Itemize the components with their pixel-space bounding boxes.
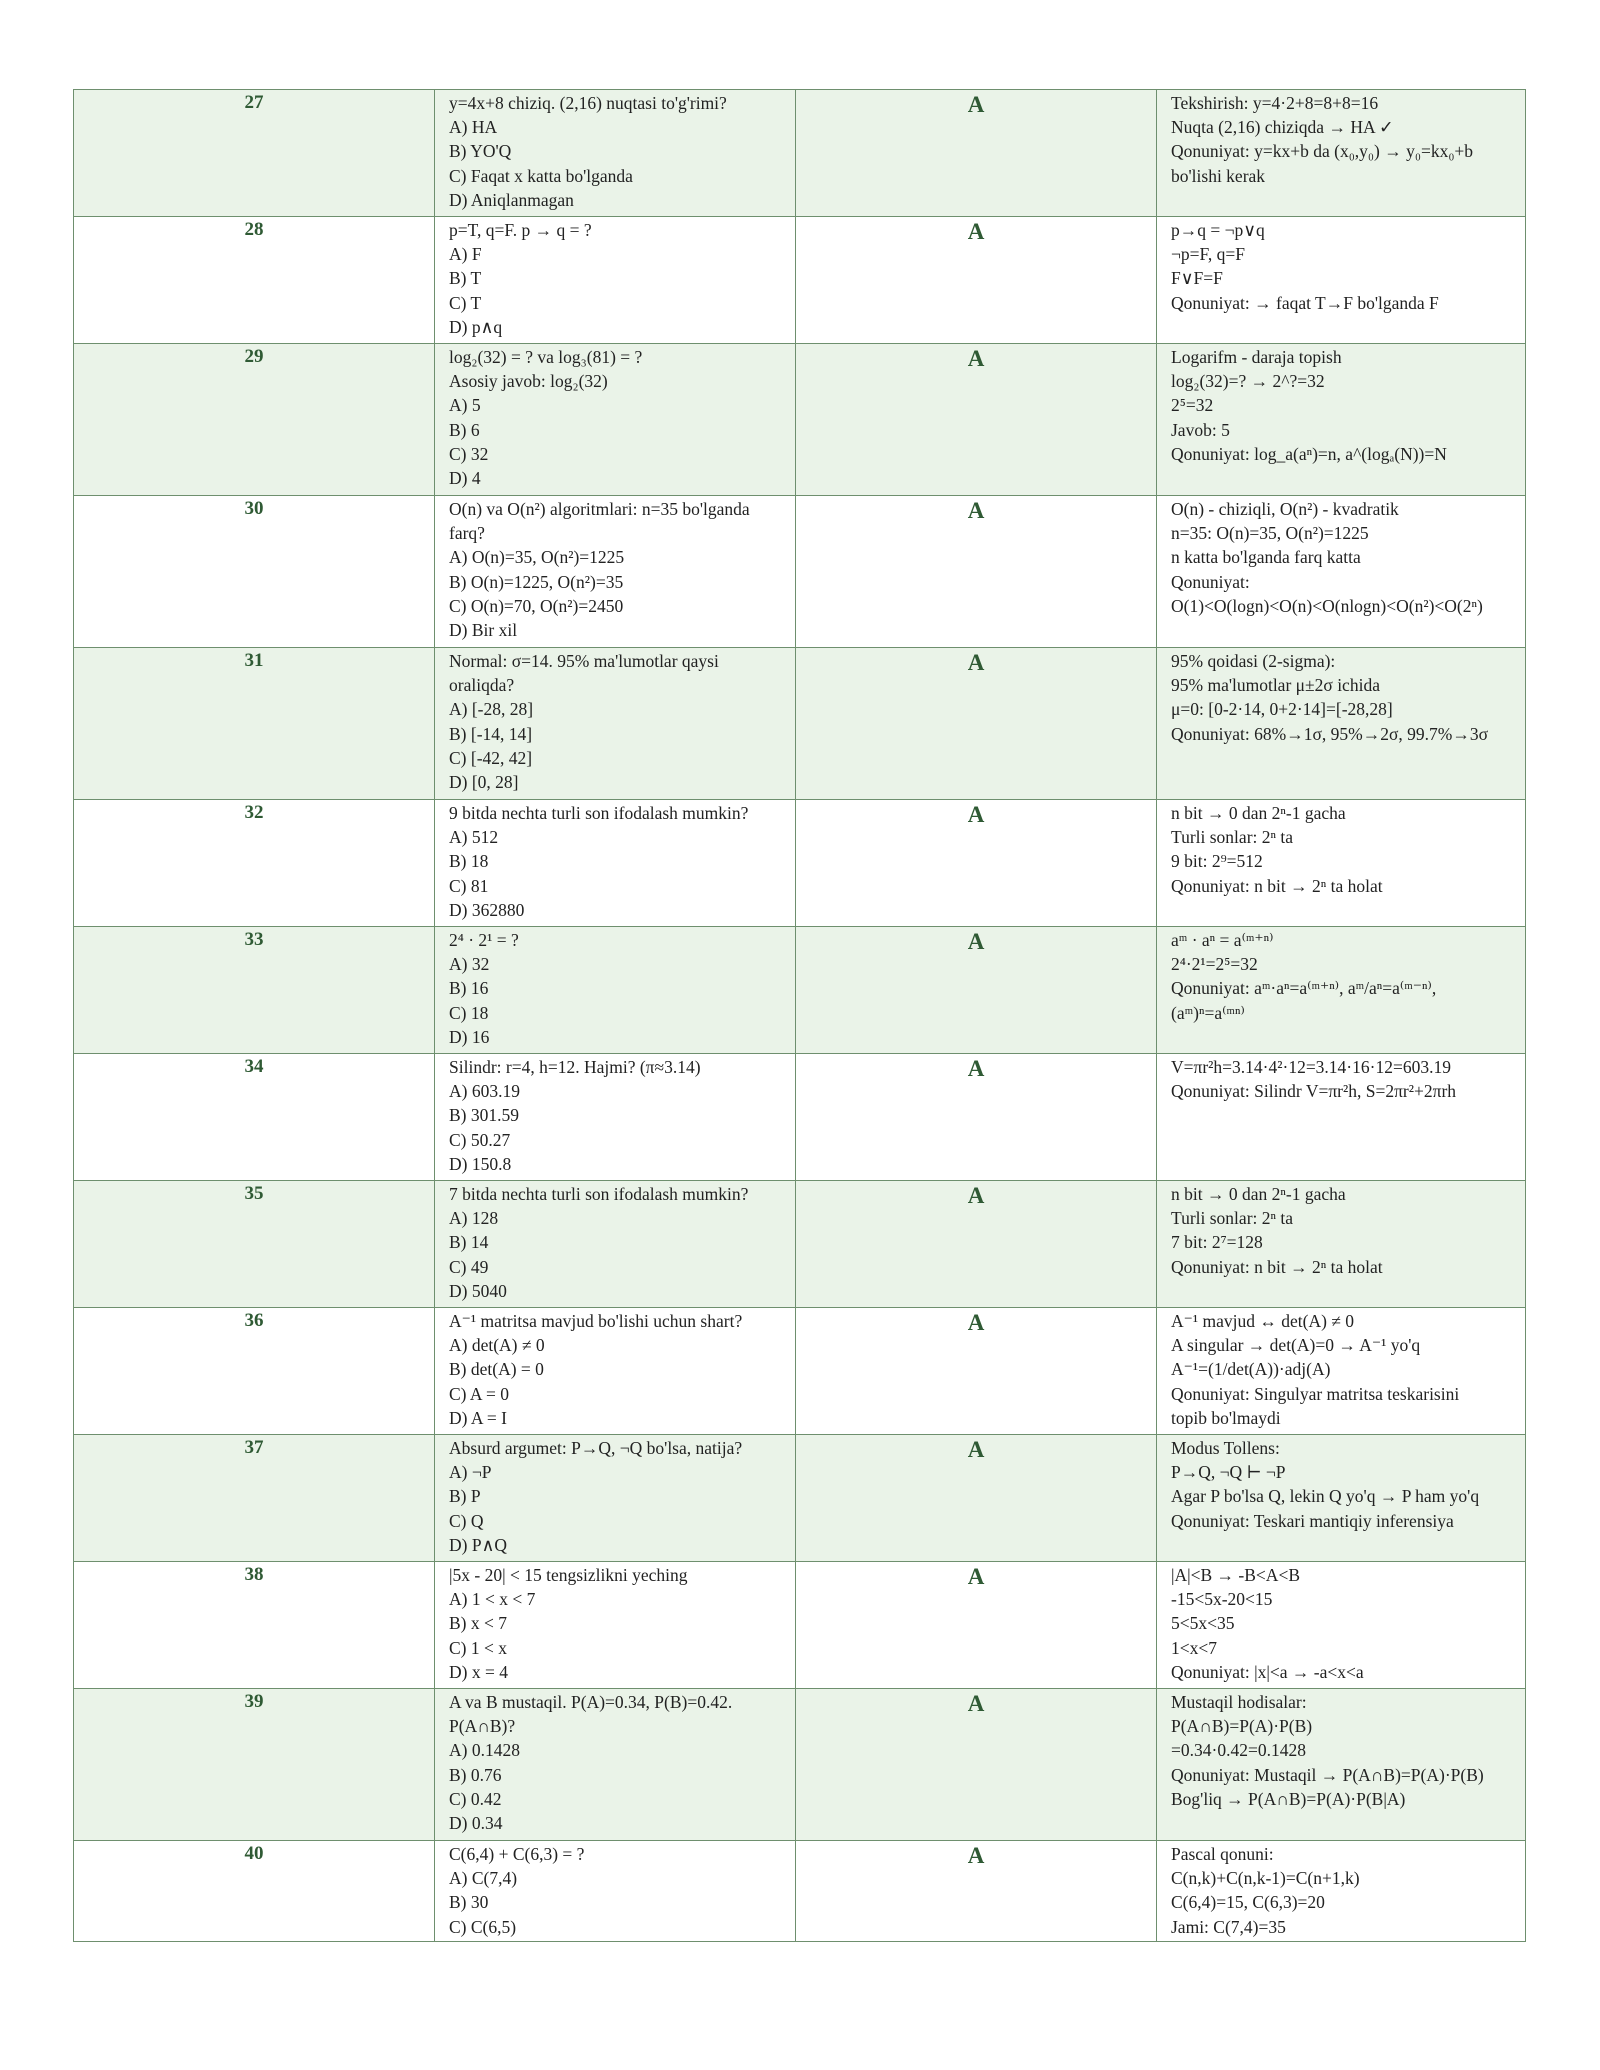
explanation-line: 95% qoidasi (2-sigma): — [1171, 651, 1336, 671]
answer-cell: A — [796, 90, 1157, 217]
question-line: A) O(n)=35, O(n²)=1225 — [449, 547, 625, 568]
question-text: |5x - 20| < 15 tengsizlikni yeching — [449, 1565, 688, 1585]
answer-cell: A — [796, 1689, 1157, 1841]
question-line: B) P — [449, 1486, 481, 1507]
answer-cell: A — [796, 217, 1157, 344]
question-cell — [435, 1841, 796, 1942]
table-row — [74, 90, 1526, 217]
explanation-line: Agar P bo'lsa Q, lekin Q yo'q → P ham yo'q — [1171, 1486, 1480, 1507]
question-line: A) ¬P — [449, 1462, 492, 1483]
question-line: B) 301.59 — [449, 1105, 519, 1126]
explanation-line: Jami: C(7,4)=35 — [1171, 1916, 1286, 1937]
question-text: C(6,4) + C(6,3) = ? — [449, 1844, 585, 1864]
table-row — [74, 1435, 1526, 1562]
question-text: Silindr: r=4, h=12. Hajmi? (π≈3.14) — [449, 1057, 701, 1077]
explanation-line: Qonuniyat: Singulyar matritsa teskarisini — [1171, 1383, 1460, 1404]
explanation-line: Qonuniyat: → faqat T→F bo'lganda F — [1171, 292, 1439, 313]
explanation-line: Qonuniyat: n bit → 2ⁿ ta holat — [1171, 875, 1383, 896]
explanation-line: O(n) - chiziqli, O(n²) - kvadratik — [1171, 499, 1399, 519]
explanation-cell — [1157, 1181, 1526, 1308]
answer-cell: A — [796, 344, 1157, 496]
question-line: A) 5 — [449, 395, 481, 416]
question-line: C) 32 — [449, 443, 489, 464]
question-line: B) x < 7 — [449, 1613, 507, 1634]
table-row — [74, 800, 1526, 927]
table-row — [74, 648, 1526, 800]
explanation-cell — [1157, 217, 1526, 344]
question-line: C) 0.42 — [449, 1788, 502, 1809]
answer-cell: A — [796, 1308, 1157, 1435]
answer-cell: A — [796, 1435, 1157, 1562]
question-line: C) O(n)=70, O(n²)=2450 — [449, 595, 624, 616]
question-cell — [435, 648, 796, 800]
explanation-line: Nuqta (2,16) chiziqda → HA ✓ — [1171, 117, 1394, 138]
question-line: A) 603.19 — [449, 1081, 520, 1102]
question-line: B) YO'Q — [449, 141, 512, 162]
explanation-line: Qonuniyat: — [1171, 571, 1250, 592]
question-text: y=4x+8 chiziq. (2,16) nuqtasi to'g'rimi? — [449, 93, 727, 113]
explanation-line: Turli sonlar: 2ⁿ ta — [1171, 1208, 1294, 1229]
explanation-line: 95% ma'lumotlar μ±2σ ichida — [1171, 675, 1380, 696]
explanation-line: =0.34·0.42=0.1428 — [1171, 1740, 1306, 1761]
table-row — [74, 344, 1526, 496]
explanation-line: bo'lishi kerak — [1171, 165, 1266, 186]
question-text: A⁻¹ matritsa mavjud bo'lishi uchun shart? — [449, 1311, 743, 1331]
question-line: D) A = I — [449, 1407, 507, 1428]
question-number: 40 — [74, 1841, 435, 1942]
explanation-line: Javob: 5 — [1171, 419, 1230, 440]
question-line: A) 0.1428 — [449, 1740, 520, 1761]
explanation-line: n bit → 0 dan 2ⁿ-1 gacha — [1171, 803, 1346, 823]
explanation-line: 9 bit: 2⁹=512 — [1171, 851, 1263, 872]
explanation-line: Bog'liq → P(A∩B)=P(A)·P(B|A) — [1171, 1788, 1406, 1809]
question-line: D) 5040 — [449, 1280, 507, 1301]
question-cell — [435, 1181, 796, 1308]
question-number: 27 — [74, 90, 435, 217]
answer-cell: A — [796, 648, 1157, 800]
question-cell — [435, 496, 796, 648]
question-line: oraliqda? — [449, 675, 515, 696]
question-line: B) 6 — [449, 419, 480, 440]
question-line: D) x = 4 — [449, 1661, 508, 1682]
question-line: A) HA — [449, 117, 498, 138]
question-line: C) 49 — [449, 1256, 489, 1277]
explanation-line: |A|<B → -B<A<B — [1171, 1565, 1300, 1585]
explanation-line: Logarifm - daraja topish — [1171, 347, 1342, 367]
table-row — [74, 1689, 1526, 1841]
question-number: 39 — [74, 1689, 435, 1841]
question-cell — [435, 1435, 796, 1562]
table-row — [74, 1841, 1526, 1942]
explanation-cell — [1157, 1562, 1526, 1689]
question-line: A) 32 — [449, 954, 490, 975]
question-line: B) 18 — [449, 851, 489, 872]
question-line: B) 14 — [449, 1232, 489, 1253]
explanation-cell — [1157, 1054, 1526, 1181]
question-text: 7 bitda nechta turli son ifodalash mumkin? — [449, 1184, 749, 1204]
question-cell — [435, 217, 796, 344]
question-cell — [435, 800, 796, 927]
question-line: C) 81 — [449, 875, 489, 896]
question-line: farq? — [449, 523, 485, 544]
explanation-line: O(1)<O(logn)<O(n)<O(nlogn)<O(n²)<O(2ⁿ) — [1171, 595, 1483, 616]
explanation-line: P→Q, ¬Q ⊢ ¬P — [1171, 1462, 1286, 1483]
question-line: D) 0.34 — [449, 1813, 503, 1834]
answer-cell: A — [796, 927, 1157, 1054]
question-line: D) Bir xil — [449, 620, 518, 641]
explanation-line: Tekshirish: y=4·2+8=8+8=16 — [1171, 93, 1379, 113]
question-number: 32 — [74, 800, 435, 927]
table-row — [74, 1562, 1526, 1689]
explanation-line: n=35: O(n)=35, O(n²)=1225 — [1171, 523, 1369, 544]
explanation-line: topib bo'lmaydi — [1171, 1407, 1281, 1428]
question-line: D) 4 — [449, 468, 481, 489]
explanation-line: n katta bo'lganda farq katta — [1171, 547, 1361, 568]
explanation-cell — [1157, 1841, 1526, 1942]
explanation-line: Qonuniyat: Silindr V=πr²h, S=2πr²+2πrh — [1171, 1081, 1457, 1102]
question-line: C) [-42, 42] — [449, 747, 533, 768]
table-row — [74, 217, 1526, 344]
question-line: A) F — [449, 244, 482, 265]
question-line: C) T — [449, 292, 482, 313]
explanation-cell — [1157, 800, 1526, 927]
question-number: 31 — [74, 648, 435, 800]
answer-cell: A — [796, 1054, 1157, 1181]
question-line: C) C(6,5) — [449, 1916, 517, 1937]
question-text: O(n) va O(n²) algoritmlari: n=35 bo'lganda — [449, 499, 750, 519]
question-line: A) 1 < x < 7 — [449, 1589, 536, 1610]
question-cell — [435, 927, 796, 1054]
explanation-line: -15<5x-20<15 — [1171, 1589, 1273, 1610]
question-text: A va B mustaqil. P(A)=0.34, P(B)=0.42. — [449, 1692, 733, 1712]
question-line: D) 362880 — [449, 899, 525, 920]
question-cell — [435, 1562, 796, 1689]
explanation-line: 1<x<7 — [1171, 1637, 1217, 1658]
question-number: 29 — [74, 344, 435, 496]
explanation-line: aᵐ · aⁿ = a⁽ᵐ⁺ⁿ⁾ — [1171, 930, 1274, 950]
question-line: D) 16 — [449, 1026, 490, 1047]
question-line: A) 512 — [449, 827, 499, 848]
explanation-line: Qonuniyat: n bit → 2ⁿ ta holat — [1171, 1256, 1383, 1277]
question-line: Asosiy javob: log₂(32) — [449, 371, 608, 392]
question-text: Absurd argumet: P→Q, ¬Q bo'lsa, natija? — [449, 1438, 743, 1458]
explanation-line: Qonuniyat: log_a(aⁿ)=n, a^(logₐ(N))=N — [1171, 443, 1447, 464]
explanation-line: log₂(32)=? → 2^?=32 — [1171, 371, 1325, 392]
explanation-line: Qonuniyat: Teskari mantiqiy inferensiya — [1171, 1510, 1454, 1531]
question-number: 28 — [74, 217, 435, 344]
question-text: Normal: σ=14. 95% ma'lumotlar qaysi — [449, 651, 719, 671]
explanation-cell — [1157, 90, 1526, 217]
explanation-line: μ=0: [0-2·14, 0+2·14]=[-28,28] — [1171, 699, 1393, 720]
explanation-line: Qonuniyat: aᵐ·aⁿ=a⁽ᵐ⁺ⁿ⁾, aᵐ/aⁿ=a⁽ᵐ⁻ⁿ⁾, — [1171, 978, 1437, 999]
question-line: B) [-14, 14] — [449, 723, 533, 744]
question-line: A) [-28, 28] — [449, 699, 534, 720]
table-row — [74, 1054, 1526, 1181]
question-text: log₂(32) = ? va log₃(81) = ? — [449, 347, 643, 367]
explanation-line: 7 bit: 2⁷=128 — [1171, 1232, 1263, 1253]
question-line: B) O(n)=1225, O(n²)=35 — [449, 571, 624, 592]
question-cell — [435, 1308, 796, 1435]
question-line: B) 30 — [449, 1892, 489, 1913]
explanation-line: F∨F=F — [1171, 268, 1223, 289]
question-line: D) Aniqlanmagan — [449, 189, 574, 210]
question-line: C) Faqat x katta bo'lganda — [449, 165, 633, 186]
explanation-line: C(6,4)=15, C(6,3)=20 — [1171, 1892, 1325, 1913]
answer-cell: A — [796, 496, 1157, 648]
question-line: B) 16 — [449, 978, 489, 999]
answer-cell: A — [796, 1181, 1157, 1308]
question-line: D) 150.8 — [449, 1153, 512, 1174]
explanation-cell — [1157, 1689, 1526, 1841]
question-number: 35 — [74, 1181, 435, 1308]
explanation-cell — [1157, 496, 1526, 648]
explanation-line: Qonuniyat: |x|<a → -a<x<a — [1171, 1661, 1364, 1682]
explanation-line: Turli sonlar: 2ⁿ ta — [1171, 827, 1294, 848]
question-line: C) 1 < x — [449, 1637, 507, 1658]
explanation-line: 2⁴·2¹=2⁵=32 — [1171, 954, 1258, 975]
explanation-line: V=πr²h=3.14·4²·12=3.14·16·12=603.19 — [1171, 1057, 1451, 1077]
question-table-body — [74, 90, 1526, 1942]
question-line: C) 50.27 — [449, 1129, 511, 1150]
explanation-cell — [1157, 648, 1526, 800]
explanation-line: 5<5x<35 — [1171, 1613, 1235, 1634]
explanation-line: Qonuniyat: y=kx+b da (x₀,y₀) → y₀=kx₀+b — [1171, 141, 1474, 162]
explanation-cell — [1157, 1435, 1526, 1562]
question-text: 2⁴ · 2¹ = ? — [449, 930, 519, 950]
table-row — [74, 1308, 1526, 1435]
explanation-line: Mustaqil hodisalar: — [1171, 1692, 1307, 1712]
question-cell — [435, 1689, 796, 1841]
answer-cell: A — [796, 1562, 1157, 1689]
question-line: B) T — [449, 268, 482, 289]
explanation-cell — [1157, 344, 1526, 496]
explanation-line: P(A∩B)=P(A)·P(B) — [1171, 1716, 1313, 1737]
question-table — [73, 89, 1526, 1942]
question-line: C) A = 0 — [449, 1383, 509, 1404]
answer-cell: A — [796, 800, 1157, 927]
question-line: C) 18 — [449, 1002, 489, 1023]
question-cell — [435, 344, 796, 496]
question-line: D) P∧Q — [449, 1534, 508, 1555]
question-line: P(A∩B)? — [449, 1716, 516, 1737]
question-line: B) det(A) = 0 — [449, 1359, 544, 1380]
question-line: D) p∧q — [449, 316, 503, 337]
question-text: 9 bitda nechta turli son ifodalash mumkin? — [449, 803, 749, 823]
question-number: 36 — [74, 1308, 435, 1435]
explanation-line: C(n,k)+C(n,k-1)=C(n+1,k) — [1171, 1868, 1360, 1889]
question-number: 30 — [74, 496, 435, 648]
explanation-cell — [1157, 927, 1526, 1054]
explanation-line: Qonuniyat: 68%→1σ, 95%→2σ, 99.7%→3σ — [1171, 723, 1489, 744]
question-line: D) [0, 28] — [449, 772, 519, 793]
explanation-line: p→q = ¬p∨q — [1171, 220, 1265, 240]
explanation-line: Pascal qonuni: — [1171, 1844, 1274, 1864]
question-text: p=T, q=F. p → q = ? — [449, 220, 592, 240]
question-number: 37 — [74, 1435, 435, 1562]
question-line: A) det(A) ≠ 0 — [449, 1335, 545, 1356]
question-line: A) 128 — [449, 1208, 499, 1229]
question-line: C) Q — [449, 1510, 484, 1531]
explanation-line: ¬p=F, q=F — [1171, 244, 1245, 265]
explanation-line: 2⁵=32 — [1171, 395, 1214, 416]
question-number: 33 — [74, 927, 435, 1054]
explanation-line: n bit → 0 dan 2ⁿ-1 gacha — [1171, 1184, 1346, 1204]
question-line: A) C(7,4) — [449, 1868, 518, 1889]
question-number: 34 — [74, 1054, 435, 1181]
table-row — [74, 927, 1526, 1054]
explanation-cell — [1157, 1308, 1526, 1435]
table-row — [74, 1181, 1526, 1308]
question-line: B) 0.76 — [449, 1764, 502, 1785]
question-cell — [435, 1054, 796, 1181]
explanation-line: Modus Tollens: — [1171, 1438, 1280, 1458]
question-number: 38 — [74, 1562, 435, 1689]
explanation-line: A⁻¹=(1/det(A))·adj(A) — [1171, 1359, 1331, 1380]
question-cell — [435, 90, 796, 217]
explanation-line: A⁻¹ mavjud ↔ det(A) ≠ 0 — [1171, 1311, 1355, 1331]
explanation-line: A singular → det(A)=0 → A⁻¹ yo'q — [1171, 1335, 1421, 1356]
table-row — [74, 496, 1526, 648]
answer-cell: A — [796, 1841, 1157, 1942]
explanation-line: Qonuniyat: Mustaqil → P(A∩B)=P(A)·P(B) — [1171, 1764, 1484, 1785]
explanation-line: (aᵐ)ⁿ=a⁽ᵐⁿ⁾ — [1171, 1002, 1245, 1023]
